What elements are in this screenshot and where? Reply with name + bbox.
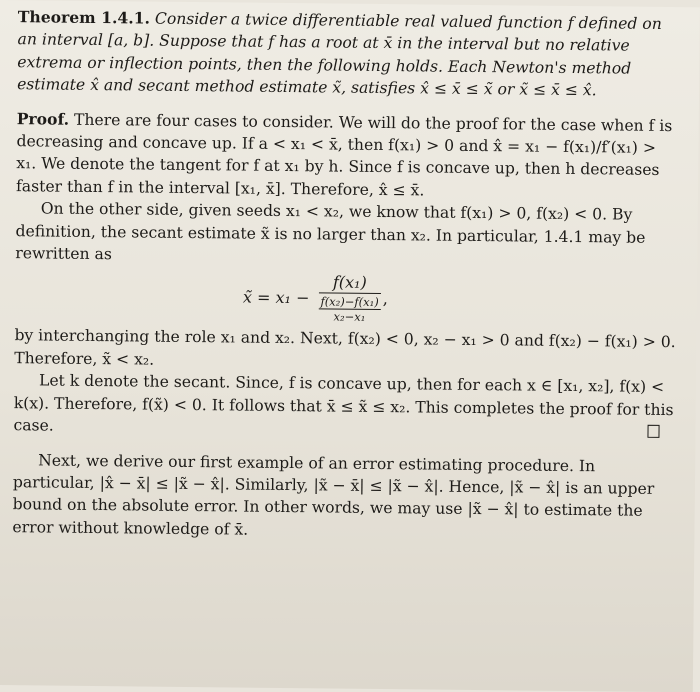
proof-paragraph-1: [16, 108, 681, 205]
theorem-body: Consider a twice differentiable real valued function f defined on an interval [a, b]. Suppose that f has a root at x̄ in the interval but no relative extrema or inflection points, then the following holds. Each Newton's method estimate x̂ and secant method estimate x̃, satisfies x̂ ≤ x̄ ≤ x̃ or x̃ ≤ x̄ ≤ x̂.: [17, 9, 662, 100]
equation-lhs: x̃ = x₁ −: [242, 288, 315, 308]
denominator-numerator: f(x₂)−f(x₁): [318, 295, 380, 311]
proof-text-1: There are four cases to consider. We will do the proof for the case when f is decreasing and concave up. If a < x₁ < x̄, then f(x₁) > 0 and x̂ = x₁ − f(x₁)/f′(x₁) > x₁. We denote the tangent for f at x₁ by h. Since f is concave up, then h decreases faster than f in the interval [x₁, x̄]. Therefore, x̂ ≤ x̄.: [15, 110, 673, 200]
proof-paragraph-2: On the other side, given seeds x₁ < x₂, we know that f(x₁) > 0, f(x₂) < 0. By definition, the secant estimate x̃ is no larger than x₂. In particular, 1.4.1 may be rewritten as: [15, 199, 646, 264]
error-estimate-paragraph: Next, we derive our first example of an error estimating procedure. In particular, |x̂ − x̄| ≤ |x̃ − x̂|. Similarly, |x̃ − x̄| ≤ |x̃ − x̂|. Hence, |x̃ − x̂| is an upper bound on the absolute error. In other words, we may use |x̃ − x̂| to estimate the error without knowledge of x̄.: [12, 450, 655, 539]
theorem-statement: [17, 6, 682, 103]
qed-square-icon: [647, 425, 659, 438]
proof-text-4: Let k denote the secant. Since, f is concave up, then for each x ∈ [x₁, x₂], f(x) < k(x). Therefore, f(x̃) < 0. It follows that x̄ ≤ x̃ ≤ x₂. This completes the proof for this case.: [13, 371, 674, 435]
equation-denominator: [318, 293, 381, 325]
theorem-label: Theorem 1.4.1.: [17, 7, 151, 28]
equation-numerator: f(x₁): [332, 272, 367, 293]
proof-label: Proof.: [16, 108, 70, 129]
denominator-denominator: x₂−x₁: [333, 309, 366, 325]
equation-punctuation: ,: [382, 289, 389, 309]
equation-fraction: [318, 273, 381, 325]
proof-paragraph-3: by interchanging the role x₁ and x₂. Next, f(x₂) < 0, x₂ − x₁ > 0 and f(x₂) − f(x₁) > 0. Therefore, x̃ < x₂.: [14, 326, 676, 369]
proof-paragraph-4: [13, 369, 678, 443]
secant-equation: [243, 272, 680, 328]
